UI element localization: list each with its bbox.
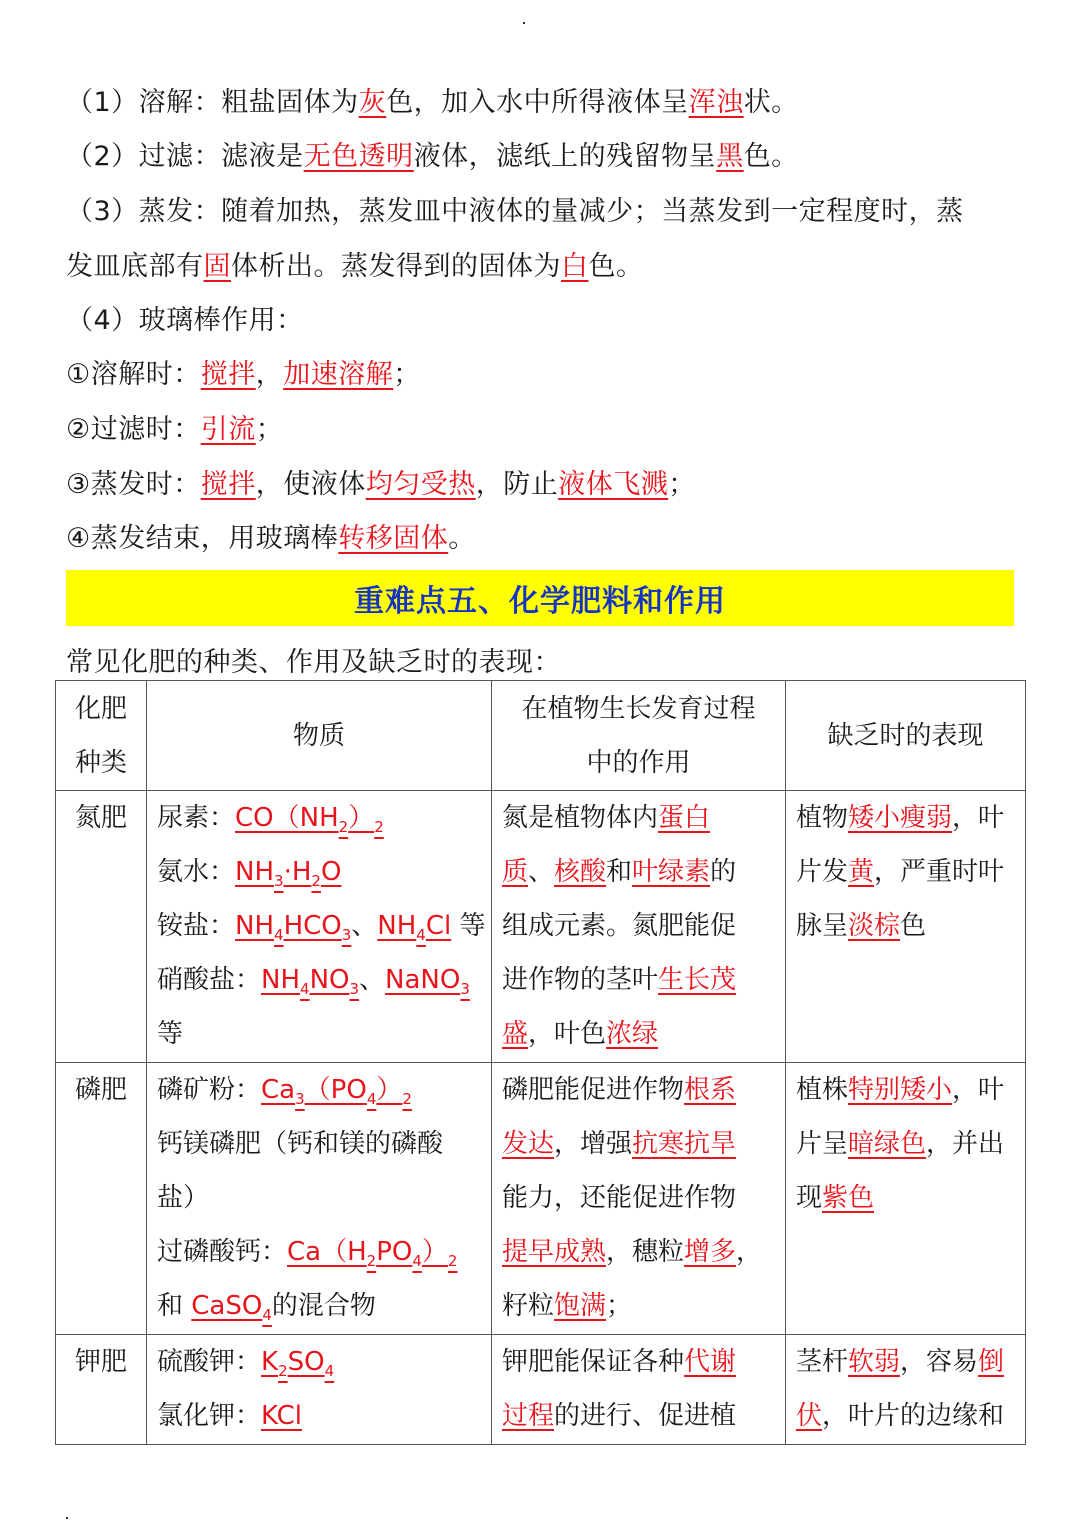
cell-lack [786, 1335, 1026, 1445]
cell-line [796, 1389, 1015, 1443]
cell-line [157, 791, 481, 845]
answer-text: 白 [561, 251, 589, 282]
answer-text: 伏 [796, 1401, 823, 1431]
text-segment: 籽粒 [502, 1291, 555, 1321]
text-segment: 茎杆 [796, 1347, 849, 1377]
cell-effect [492, 1063, 786, 1335]
answer-text: 引流 [200, 414, 256, 445]
answer-text: CaSO [191, 1291, 263, 1321]
text-segment: ； [606, 1291, 633, 1321]
cell-line [502, 1007, 775, 1061]
text-segment: ，防止 [475, 469, 559, 500]
cell-line [157, 899, 486, 953]
cell-effect [492, 791, 786, 1063]
answer-text: 无色透明 [303, 141, 414, 172]
cell-line [502, 1279, 775, 1333]
cell-line [796, 1117, 1015, 1171]
answer-text: 过程 [502, 1401, 555, 1431]
answer-text: NH [235, 857, 275, 887]
text-segment: 片呈 [796, 1129, 849, 1159]
text-segment: 氯化钾： [157, 1401, 262, 1431]
cell-line [502, 1063, 775, 1117]
answer-text: 2 [447, 1252, 458, 1271]
answer-text: 软弱 [848, 1347, 901, 1377]
text-segment: 等 [157, 1019, 184, 1049]
text-segment: ，穗粒 [606, 1237, 685, 1267]
text-segment: 、 [528, 857, 555, 887]
cell-line [796, 899, 1015, 953]
cell-line [502, 1225, 775, 1279]
cell-line [157, 1279, 481, 1333]
header-lack: 缺乏时的表现 [786, 681, 1026, 791]
cell-effect [492, 1335, 786, 1445]
text-segment: ④蒸发结束，用玻璃棒 [66, 523, 339, 554]
text-segment: 进作物的茎叶 [502, 965, 659, 995]
text-segment: 、 [351, 911, 378, 941]
cell-line [502, 1117, 775, 1171]
cell-line [157, 1225, 481, 1279]
answer-text: 饱满 [554, 1291, 607, 1321]
text-segment: ，使液体 [255, 469, 366, 500]
header-effect [492, 681, 786, 791]
cell-line [502, 845, 775, 899]
answer-text: 4 [416, 926, 426, 945]
header-substance: 物质 [147, 681, 492, 791]
answer-text: ·H [283, 857, 312, 887]
text-segment: 和 [606, 857, 633, 887]
answer-text: 盛 [502, 1019, 529, 1049]
answer-text: NH [261, 965, 301, 995]
cell-line [796, 791, 1015, 845]
text-line [66, 189, 964, 228]
answer-text: 4 [324, 1362, 335, 1381]
text-segment: ； [255, 414, 284, 445]
scan-dot [523, 22, 525, 24]
answer-text: ） [421, 1237, 448, 1267]
text-segment: 钙镁磷肥（钙和镁的磷酸 [157, 1129, 444, 1159]
text-segment: 、 [359, 965, 386, 995]
answer-text: Ca [261, 1075, 296, 1105]
text-line [66, 352, 421, 391]
scan-dot [66, 1517, 68, 1519]
text-segment: 硫酸钾： [157, 1347, 262, 1377]
text-segment: ，叶 [952, 1075, 1005, 1105]
answer-text: 均匀受热 [365, 469, 476, 500]
answer-text: 浓绿 [606, 1019, 659, 1049]
answer-text: 3 [295, 1090, 305, 1109]
text-line [66, 298, 304, 337]
answer-text: 抗寒抗旱 [632, 1129, 737, 1159]
text-segment: 磷肥能促进作物 [502, 1075, 685, 1105]
cell-lack [786, 791, 1026, 1063]
answer-text: 3 [341, 926, 352, 945]
text-segment: ； [393, 359, 421, 390]
text-segment: 能力，还能促进作物 [502, 1183, 737, 1213]
text-segment: （4）玻璃棒作用： [66, 305, 304, 336]
text-segment: 组成元素。氮肥能促 [502, 911, 737, 941]
answer-text: 转移固体 [338, 523, 449, 554]
fertilizer-kind: 磷肥 [56, 1063, 147, 1335]
answer-text: 核酸 [554, 857, 607, 887]
cell-line [796, 845, 1015, 899]
answer-text: KCl [261, 1401, 303, 1431]
answer-text: 生长茂 [658, 965, 737, 995]
answer-text: NH [235, 911, 275, 941]
answer-text: HCO [283, 911, 342, 941]
cell-substance [147, 1335, 492, 1445]
text-segment: 状。 [743, 87, 799, 118]
answer-text: 根系 [684, 1075, 737, 1105]
answer-text: 2 [402, 1090, 412, 1109]
text-line [66, 80, 799, 119]
table-row [56, 1335, 1026, 1445]
text-segment: 盐） [157, 1183, 210, 1213]
answer-text: 暗绿色 [848, 1129, 927, 1159]
answer-text: 倒 [978, 1347, 1005, 1377]
text-segment: 硝酸盐： [157, 965, 262, 995]
table-header-row [56, 681, 1026, 791]
answer-text: O [320, 857, 342, 887]
answer-text: NH [377, 911, 417, 941]
answer-text: 浑浊 [688, 87, 744, 118]
cell-line [502, 1335, 775, 1389]
answer-text: 特别矮小 [848, 1075, 953, 1105]
cell-line [157, 1007, 481, 1061]
fertilizer-table [55, 680, 1026, 1445]
header-effect-text: 在植物生长发育过程中的作用 [521, 693, 756, 778]
text-segment: 的进行、促进植 [554, 1401, 737, 1431]
cell-line [157, 953, 481, 1007]
answer-text: 液体飞溅 [558, 469, 669, 500]
cell-line [796, 1171, 1015, 1225]
table-row [56, 791, 1026, 1063]
cell-lack [786, 1063, 1026, 1335]
text-line [66, 407, 283, 446]
text-segment: ③蒸发时： [66, 469, 201, 500]
text-segment: 色 [900, 911, 927, 941]
cell-line [502, 899, 775, 953]
cell-line [502, 1389, 775, 1443]
answer-text: 2 [338, 818, 349, 837]
answer-text: 代谢 [684, 1347, 737, 1377]
answer-text: 2 [366, 1252, 377, 1271]
text-segment: （1）溶解：粗盐固体为 [66, 87, 359, 118]
text-segment: 植物 [796, 803, 849, 833]
answer-text: 增多 [684, 1237, 737, 1267]
text-segment: 尿素： [157, 803, 236, 833]
answer-text: 3 [460, 980, 470, 999]
cell-line [157, 845, 481, 899]
answer-text: Ca（H [287, 1237, 367, 1267]
answer-text: 提早成熟 [502, 1237, 607, 1267]
answer-text: 4 [274, 926, 284, 945]
answer-text: 蛋白 [658, 803, 711, 833]
text-segment: ； [668, 469, 696, 500]
text-segment: 氮是植物体内 [502, 803, 659, 833]
answer-text: 黄 [848, 857, 875, 887]
fertilizer-kind: 氮肥 [56, 791, 147, 1063]
text-segment: ，并出 [926, 1129, 1005, 1159]
answer-text: ） [348, 803, 375, 833]
cell-line [157, 1335, 481, 1389]
header-kind-line2: 种类 [74, 747, 127, 778]
text-segment: ，叶 [952, 803, 1005, 833]
answer-text: Cl [425, 911, 452, 941]
text-segment: ，增强 [554, 1129, 633, 1159]
text-segment: 色。 [743, 141, 799, 172]
text-segment: 色，加入水中所得液体呈 [386, 87, 689, 118]
text-segment: ，叶片的边缘和 [822, 1401, 1005, 1431]
text-segment: 铵盐： [157, 911, 236, 941]
cell-line [157, 1389, 481, 1443]
answer-text: 叶绿素 [632, 857, 711, 887]
cell-line [796, 1063, 1015, 1117]
header-kind [56, 681, 147, 791]
text-segment: ②过滤时： [66, 414, 201, 445]
text-segment: （2）过滤：滤液是 [66, 141, 304, 172]
cell-line [502, 1171, 775, 1225]
answer-text: 搅拌 [200, 359, 256, 390]
text-segment: 和 [157, 1291, 192, 1321]
text-segment: 液体，滤纸上的残留物呈 [413, 141, 717, 172]
cell-line [157, 1171, 481, 1225]
answer-text: 矮小瘦弱 [848, 803, 953, 833]
text-segment: 片发 [796, 857, 849, 887]
text-segment: 发皿底部有 [66, 251, 204, 282]
answer-text: PO [376, 1237, 413, 1267]
answer-text: 黑 [716, 141, 744, 172]
cell-line [502, 953, 775, 1007]
answer-text: NaNO [385, 965, 461, 995]
text-segment: 氨水： [157, 857, 236, 887]
cell-substance [147, 1063, 492, 1335]
text-segment: 现 [796, 1183, 823, 1213]
answer-text: 加速溶解 [283, 359, 394, 390]
text-segment: ，叶色 [528, 1019, 607, 1049]
text-line [66, 244, 644, 283]
answer-text: ） [376, 1075, 403, 1105]
section-banner: 重难点五、化学肥料和作用 [66, 570, 1014, 626]
text-segment: 的 [710, 857, 737, 887]
text-line [66, 462, 696, 501]
text-segment: ， [255, 359, 284, 390]
text-segment: ，严重时叶 [874, 857, 1005, 887]
text-segment: 体析出。蒸发得到的固体为 [231, 251, 561, 282]
text-segment: ，容易 [900, 1347, 979, 1377]
answer-text: 灰 [358, 87, 387, 118]
answer-text: 2 [311, 872, 321, 891]
answer-text: 3 [349, 980, 360, 999]
header-kind-line1: 化肥 [74, 693, 127, 724]
text-line [66, 134, 799, 173]
answer-text: 4 [412, 1252, 422, 1271]
answer-text: 淡棕 [848, 911, 901, 941]
answer-text: （PO [304, 1075, 367, 1105]
text-segment: 过磷酸钙： [157, 1237, 288, 1267]
text-segment: （3）蒸发：随着加热，蒸发皿中液体的量减少；当蒸发到一定程度时，蒸 [66, 196, 964, 227]
text-segment: ， [736, 1237, 763, 1267]
text-segment: ①溶解时： [66, 359, 201, 390]
cell-line [796, 1335, 1015, 1389]
answer-text: K [261, 1347, 279, 1377]
cell-line [157, 1117, 481, 1171]
answer-text: CO（NH [235, 803, 339, 833]
cell-line [502, 791, 775, 845]
answer-text: 质 [502, 857, 529, 887]
answer-text: 搅拌 [200, 469, 256, 500]
answer-text: NO [309, 965, 350, 995]
answer-text: 2 [374, 818, 384, 837]
answer-text: 发达 [502, 1129, 555, 1159]
table-row [56, 1063, 1026, 1335]
answer-text: 固 [203, 251, 231, 282]
cell-substance [147, 791, 492, 1063]
answer-text: SO [287, 1347, 325, 1377]
table-intro: 常见化肥的种类、作用及缺乏时的表现： [66, 647, 561, 678]
text-segment: 的混合物 [271, 1291, 376, 1321]
answer-text: 2 [278, 1362, 288, 1381]
answer-text: 4 [366, 1090, 377, 1109]
fertilizer-kind: 钾肥 [56, 1335, 147, 1445]
text-segment: 磷矿粉： [157, 1075, 262, 1105]
answer-text: 3 [274, 872, 284, 891]
text-segment: 脉呈 [796, 911, 849, 941]
answer-text: 4 [300, 980, 310, 999]
answer-text: 4 [262, 1306, 272, 1325]
text-segment: 等 [451, 911, 486, 941]
text-segment: 色。 [588, 251, 644, 282]
cell-line [157, 1063, 481, 1117]
text-segment: 钾肥能保证各种 [502, 1347, 685, 1377]
text-line [66, 516, 476, 555]
text-segment: 植株 [796, 1075, 849, 1105]
answer-text: 紫色 [822, 1183, 875, 1213]
text-segment: 。 [448, 523, 476, 554]
